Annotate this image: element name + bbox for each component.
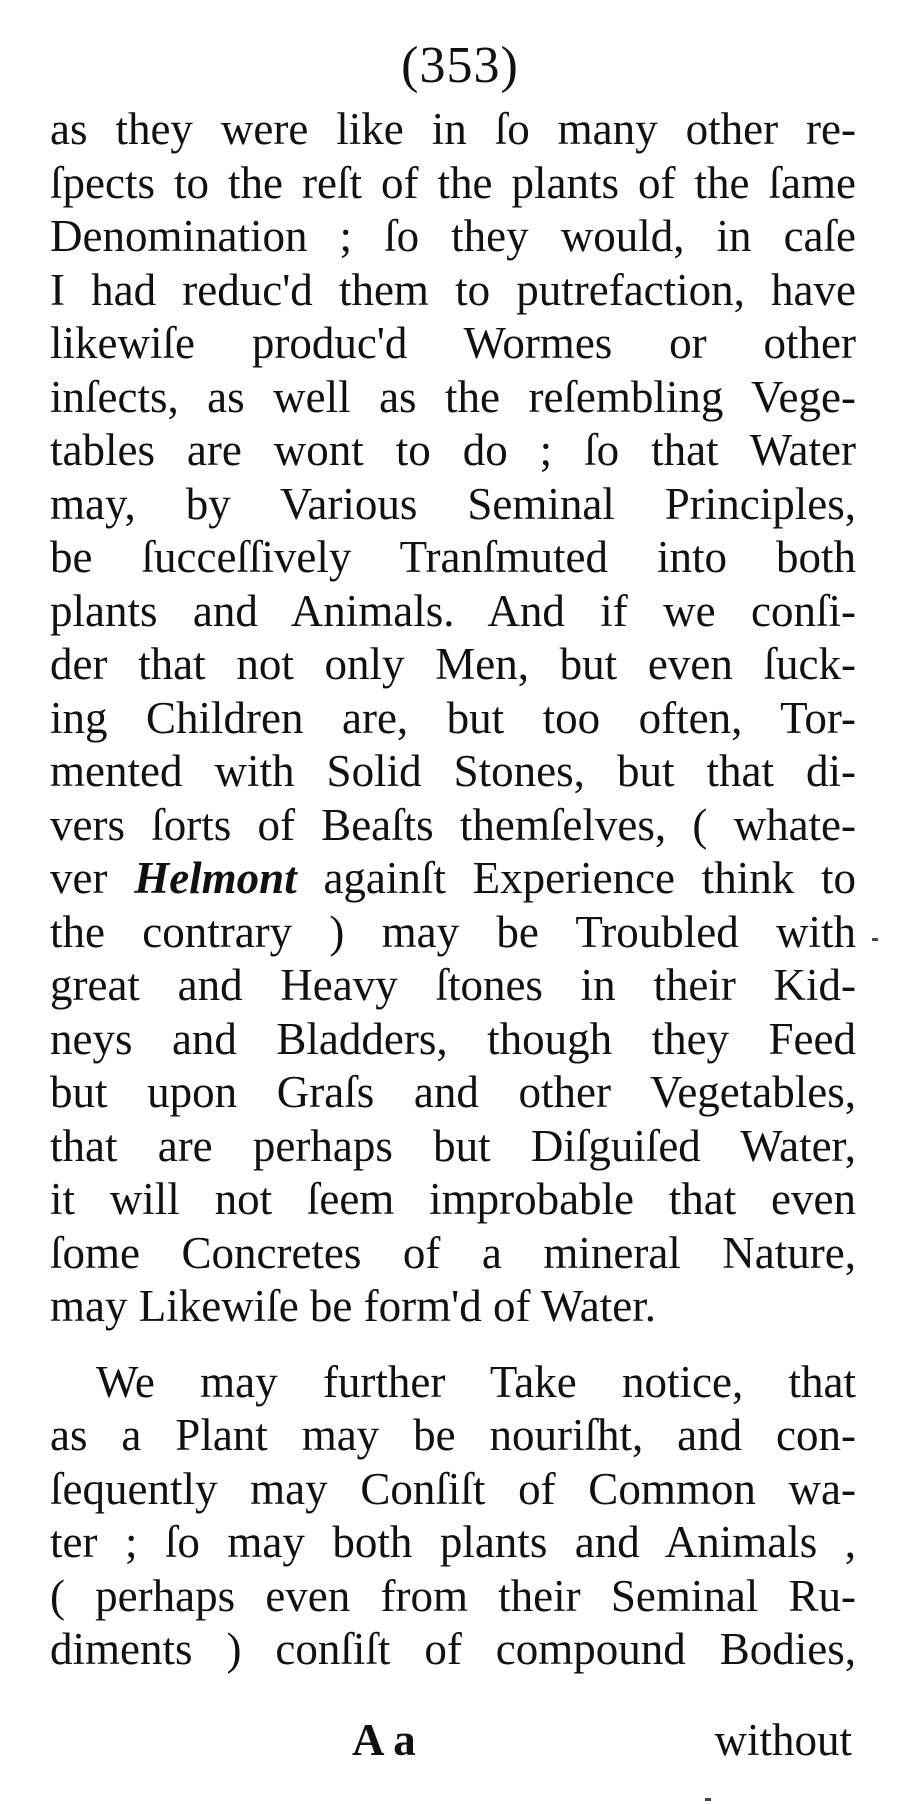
text-line: may Likewiſe be form'd of Water. xyxy=(50,1281,656,1331)
signature-mark: A a xyxy=(352,1715,416,1765)
text-line: We may further Take notice, that xyxy=(96,1356,856,1407)
text-line: ſequently may Conſiſt of Common wa- xyxy=(50,1463,856,1514)
text-line: the contrary ) may be Troubled with xyxy=(50,906,856,957)
text-line: that are perhaps but Diſguiſed Water, xyxy=(50,1120,856,1171)
text-line: ter ; ſo may both plants and Animals , xyxy=(50,1517,856,1567)
text-line: inſects, as well as the reſembling Vege- xyxy=(50,371,856,422)
text-line: as they were like in ſo many other re- xyxy=(50,104,856,154)
text-line: be ſucceſſively Tranſmuted into both xyxy=(50,532,856,582)
text-line: I had reduc'd them to putrefaction, have xyxy=(50,264,856,315)
catchword: without xyxy=(714,1715,852,1765)
text-line: likewiſe produc'd Wormes or other xyxy=(50,318,856,368)
text-line: may, by Various Seminal Principles, xyxy=(50,478,856,529)
speck-mark xyxy=(872,938,878,941)
text-line: it will not ſeem improbable that even xyxy=(50,1174,856,1224)
text-line: tables are wont to do ; ſo that Water xyxy=(50,425,856,475)
italic-name: Helmont xyxy=(134,853,297,903)
text-line: diments ) conſiſt of compound Bodies, xyxy=(50,1624,856,1674)
text-line: ſome Concretes of a mineral Nature, xyxy=(50,1227,856,1278)
body-text xyxy=(50,103,856,1677)
speck-mark xyxy=(705,1798,711,1801)
text-line: plants and Animals. And if we conſi- xyxy=(50,585,856,636)
text-line: der that not only Men, but even ſuck- xyxy=(50,639,856,689)
text-line: ſpects to the reſt of the plants of the ſame xyxy=(50,157,856,208)
text-line: great and Heavy ſtones in their Kid- xyxy=(50,960,856,1010)
text-line: neys and Bladders, though they Feed xyxy=(50,1013,856,1064)
text-line-with-italic-name: ver Helmont againſt Experience think to xyxy=(50,853,856,903)
text-line: ing Children are, but too often, Tor- xyxy=(50,692,856,743)
page-footer xyxy=(0,1712,920,1768)
text-line: but upon Graſs and other Vegetables, xyxy=(50,1067,856,1117)
text-line: Denomination ; ſo they would, in caſe xyxy=(50,211,856,261)
paragraph-2 xyxy=(50,1356,856,1677)
text-line: as a Plant may be nouriſht, and con- xyxy=(50,1410,856,1460)
text-line: vers ſorts of Beaſts themſelves, ( whate- xyxy=(50,799,856,850)
text-line: mented with Solid Stones, but that di- xyxy=(50,746,856,796)
paragraph-spacer xyxy=(50,1334,856,1356)
text-line: ( perhaps even from their Seminal Ru- xyxy=(50,1570,856,1621)
page-number: (353) xyxy=(401,37,519,94)
paragraph-1 xyxy=(50,103,856,1334)
